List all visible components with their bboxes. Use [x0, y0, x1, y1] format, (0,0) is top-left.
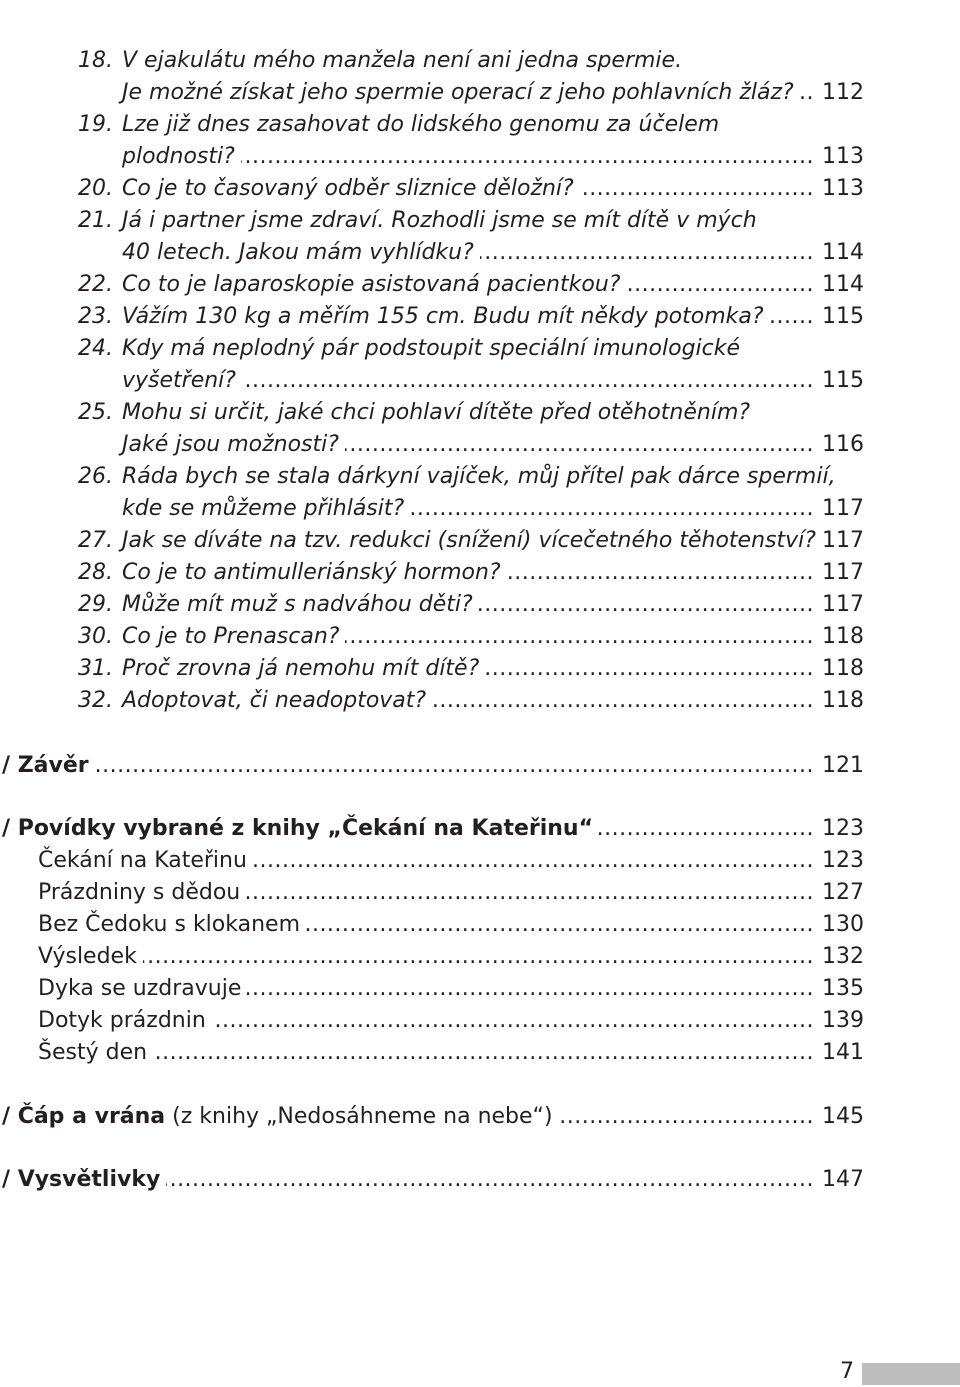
page-ref: 121	[822, 753, 864, 778]
section-title-bold: / Čáp a vrána	[2, 1104, 166, 1129]
question-text: Já i partner jsme zdraví. Rozhodli jsme se mít dítě v mých	[122, 208, 757, 233]
page-ref: 117	[822, 560, 864, 585]
toc-question-24-cont[interactable]	[0, 365, 960, 397]
toc-question-26[interactable]	[0, 461, 960, 493]
question-text: Jak se díváte na tzv. redukci (snížení) vícečetného těhotenství?	[122, 525, 818, 557]
toc-question-25-cont[interactable]	[0, 429, 960, 461]
toc-story-5[interactable]	[0, 973, 960, 1005]
question-number: 22.	[78, 272, 113, 297]
page-ref: 114	[822, 272, 864, 297]
question-number: 28.	[78, 560, 113, 585]
toc-story-7[interactable]	[0, 1037, 960, 1069]
dot-leader	[800, 77, 814, 109]
toc-question-22[interactable]	[0, 269, 960, 301]
footer-bar	[862, 1363, 960, 1385]
toc-question-26-cont[interactable]	[0, 493, 960, 525]
question-number: 31.	[78, 656, 113, 681]
question-text: Mohu si určit, jaké chci pohlaví dítěte před otěhotněním?	[122, 400, 751, 425]
page-ref: 117	[822, 592, 864, 617]
dot-leader	[580, 173, 814, 205]
question-text: Kdy má neplodný pár podstoupit speciální imunologické	[122, 336, 741, 361]
page-ref: 147	[822, 1167, 864, 1192]
dot-leader	[253, 845, 814, 877]
question-text: plodnosti?	[122, 141, 237, 173]
story-title: Bez Čedoku s klokanem	[38, 909, 302, 941]
page-ref: 123	[822, 816, 864, 841]
page-ref: 116	[822, 432, 864, 457]
page-ref: 112	[822, 80, 864, 105]
dot-leader	[410, 493, 814, 525]
question-number: 19.	[78, 112, 113, 137]
section-title-rest: (z knihy „Nedosáhneme na nebe“)	[165, 1104, 553, 1129]
dot-leader	[166, 1164, 814, 1196]
toc-question-21[interactable]	[0, 205, 960, 237]
toc-question-30[interactable]	[0, 621, 960, 653]
page-ref: 118	[822, 688, 864, 713]
dot-leader	[246, 877, 814, 909]
page-ref: 118	[822, 624, 864, 649]
page-ref: 115	[822, 304, 864, 329]
question-text: V ejakulátu mého manžela není ani jedna spermie.	[122, 48, 683, 73]
dot-leader	[559, 1101, 814, 1133]
page-ref: 145	[822, 1104, 864, 1129]
toc-question-25[interactable]	[0, 397, 960, 429]
dot-leader	[485, 653, 814, 685]
page-ref: 132	[822, 944, 864, 969]
toc-question-19-cont[interactable]	[0, 141, 960, 173]
dot-leader	[599, 813, 814, 845]
toc-section-povidky[interactable]	[0, 813, 960, 845]
question-number: 25.	[78, 400, 113, 425]
story-title: Dotyk prázdnin	[38, 1005, 208, 1037]
question-number: 29.	[78, 592, 113, 617]
toc-question-27[interactable]	[0, 525, 960, 557]
question-number: 21.	[78, 208, 113, 233]
page-ref: 117	[822, 496, 864, 521]
dot-leader	[479, 589, 814, 621]
section-title: / Závěr	[2, 750, 91, 782]
page-ref: 139	[822, 1008, 864, 1033]
section-title: / Vysvětlivky	[2, 1164, 162, 1196]
dot-leader	[143, 941, 814, 973]
dot-leader	[247, 973, 814, 1005]
question-text: Lze již dnes zasahovat do lidského genomu za účelem	[122, 112, 720, 137]
page-ref: 127	[822, 880, 864, 905]
toc-story-2[interactable]	[0, 877, 960, 909]
question-number: 27.	[78, 528, 113, 553]
dot-leader	[153, 1037, 814, 1069]
question-text: Co je to časovaný odběr sliznice děložní?	[122, 173, 576, 205]
dot-leader	[480, 237, 814, 269]
toc-section-vysvetlivky[interactable]	[0, 1164, 960, 1196]
toc-story-4[interactable]	[0, 941, 960, 973]
dot-leader	[345, 621, 814, 653]
dot-leader	[432, 685, 814, 717]
toc-question-18[interactable]	[0, 45, 960, 77]
dot-leader	[241, 141, 814, 173]
page-number: 7	[840, 1359, 854, 1384]
page-ref: 135	[822, 976, 864, 1001]
story-title: Výsledek	[38, 941, 139, 973]
question-text: Adoptovat, či neadoptovat?	[122, 685, 428, 717]
story-title: Šestý den	[38, 1037, 149, 1069]
story-title: Čekání na Kateřinu	[38, 845, 249, 877]
question-number: 32.	[78, 688, 113, 713]
question-text: Jaké jsou možnosti?	[122, 429, 341, 461]
dot-leader	[95, 750, 814, 782]
toc-section-cap-a-vrana[interactable]	[0, 1101, 960, 1133]
page-ref: 123	[822, 848, 864, 873]
story-title: Prázdniny s dědou	[38, 877, 242, 909]
dot-leader	[345, 429, 814, 461]
dot-leader	[626, 269, 814, 301]
toc-story-6[interactable]	[0, 1005, 960, 1037]
page-ref: 113	[822, 176, 864, 201]
toc-story-1[interactable]	[0, 845, 960, 877]
dot-leader	[212, 1005, 814, 1037]
question-text: Co to je laparoskopie asistovaná pacientkou?	[122, 269, 622, 301]
toc-question-19[interactable]	[0, 109, 960, 141]
question-text: Ráda bych se stala dárkyní vajíček, můj přítel pak dárce spermií,	[122, 464, 836, 489]
question-number: 18.	[78, 48, 113, 73]
dot-leader	[242, 365, 814, 397]
question-number: 24.	[78, 336, 113, 361]
toc-question-18-cont[interactable]	[0, 77, 960, 109]
question-text: Co je to antimulleriánský hormon?	[122, 557, 503, 589]
question-text: Proč zrovna já nemohu mít dítě?	[122, 653, 481, 685]
page-ref: 114	[822, 240, 864, 265]
question-number: 26.	[78, 464, 113, 489]
section-title: / Povídky vybrané z knihy „Čekání na Kateřinu“	[2, 813, 595, 845]
section-title	[2, 1101, 555, 1133]
toc-question-31[interactable]	[0, 653, 960, 685]
question-text: 40 letech. Jakou mám vyhlídku?	[122, 237, 476, 269]
toc-question-20[interactable]	[0, 173, 960, 205]
dot-leader	[507, 557, 814, 589]
question-text: Co je to Prenascan?	[122, 621, 341, 653]
toc-question-23[interactable]	[0, 301, 960, 333]
page-ref: 130	[822, 912, 864, 937]
toc-question-28[interactable]	[0, 557, 960, 589]
question-number: 23.	[78, 304, 113, 329]
question-text: Může mít muž s nadváhou děti?	[122, 589, 475, 621]
page-ref: 113	[822, 144, 864, 169]
question-text: kde se můžeme přihlásit?	[122, 493, 406, 525]
toc-story-3[interactable]	[0, 909, 960, 941]
dot-leader	[770, 301, 814, 333]
toc-question-29[interactable]	[0, 589, 960, 621]
dot-leader	[306, 909, 814, 941]
toc-question-32[interactable]	[0, 685, 960, 717]
toc-question-24[interactable]	[0, 333, 960, 365]
page-ref: 141	[822, 1040, 864, 1065]
toc-section-zaver[interactable]	[0, 750, 960, 782]
page-ref: 117	[822, 528, 864, 553]
story-title: Dyka se uzdravuje	[38, 973, 243, 1005]
page-ref: 118	[822, 656, 864, 681]
page-ref: 115	[822, 368, 864, 393]
toc-question-21-cont[interactable]	[0, 237, 960, 269]
question-text: vyšetření?	[122, 365, 238, 397]
question-number: 30.	[78, 624, 113, 649]
question-text: Vážím 130 kg a měřím 155 cm. Budu mít někdy potomka?	[122, 301, 766, 333]
question-text: Je možné získat jeho spermie operací z jeho pohlavních žláz?	[122, 77, 796, 109]
question-number: 20.	[78, 176, 113, 201]
